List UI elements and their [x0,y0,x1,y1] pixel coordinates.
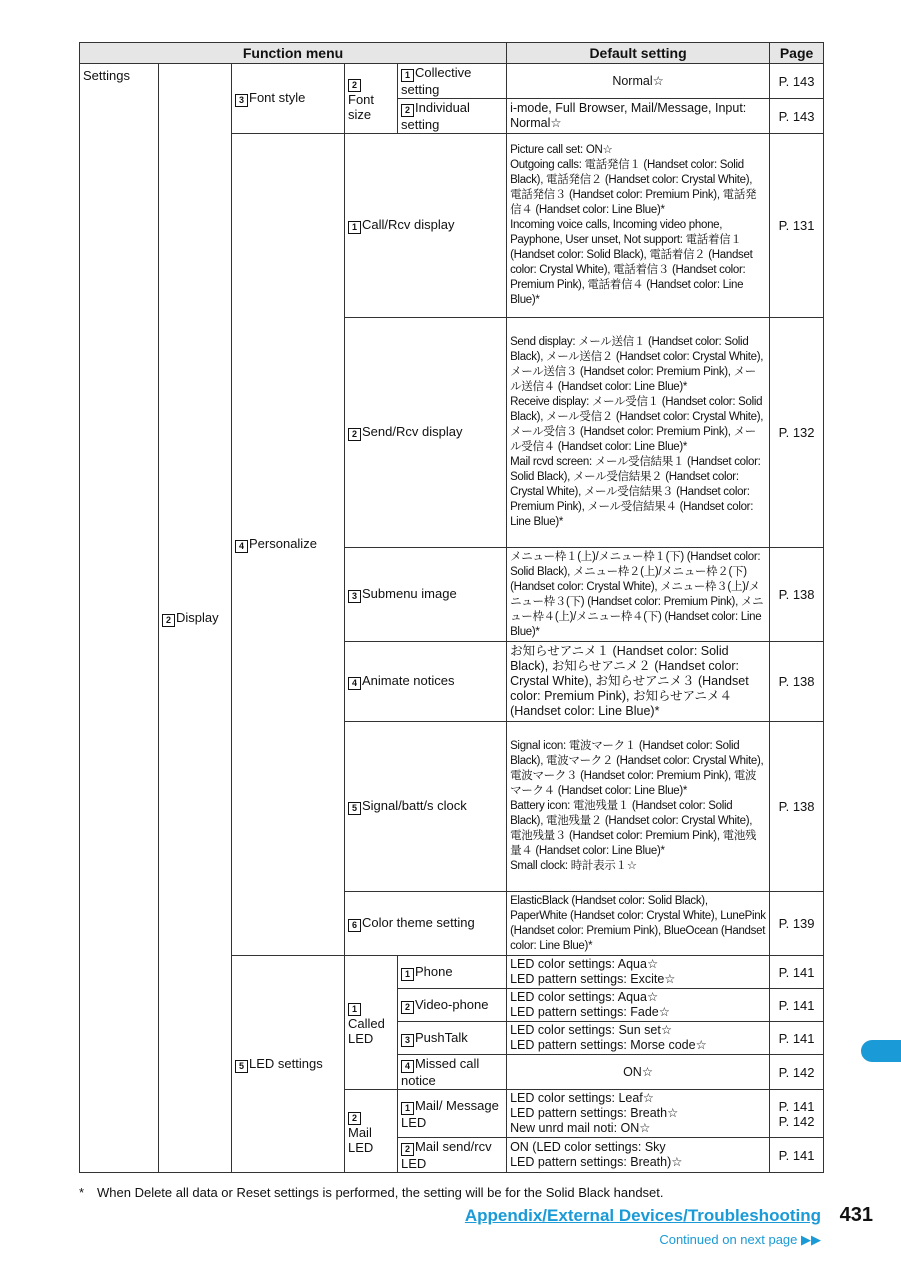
item-label: Phone [415,963,453,979]
level2-label: Display [176,609,219,625]
collective-setting-item [398,64,507,99]
default-cell: ON (LED color settings: Sky LED pattern settings: Breath)☆ [507,1138,770,1173]
page-cell: P. 141 [770,956,824,989]
send-rcv-display-item [345,318,507,548]
signal-batt-clock-item [345,722,507,892]
continued-next-page[interactable]: Continued on next page ▶▶ [659,1232,821,1247]
key-icon: 2 [401,104,414,117]
individual-setting-item [398,99,507,134]
footnote-mark: * [79,1185,85,1200]
item-label: PushTalk [415,1029,468,1045]
mail-led-label: Mail LED [348,1124,374,1155]
key-icon: 2 [348,428,361,441]
key-icon: 5 [348,802,361,815]
animate-notices-item [345,642,507,722]
page-cell: P. 138 [770,722,824,892]
submenu-image-item [345,548,507,642]
called-led-item [345,956,398,1090]
default-cell: お知らせアニメ１ (Handset color: Solid Black), お知らせアニメ２ (Handset color: Crystal White), お知らせアニメ３ (Handset color: Premium Pink), お知らせアニメ４ (Handset color: Line Blue)* [507,642,770,722]
page-cell: P. 139 [770,892,824,956]
led-settings-label: LED settings [249,1055,323,1071]
default-cell: ElasticBlack (Handset color: Solid Black), PaperWhite (Handset color: Crystal White), LunePink (Handset color: Premium Pink), BlueOcean (Handset color: Line Blue)* [507,892,770,956]
key-icon: 1 [348,221,361,234]
default-cell: LED color settings: Aqua☆ LED pattern settings: Fade☆ [507,989,770,1022]
default-cell: メニュー枠１(上)/メニュー枠１(下) (Handset color: Solid Black), メニュー枠２(上)/メニュー枠２(下) (Handset color: Crystal White), メニュー枠３(上)/メニュー枠３(下) (Handset color: Premium Pink), メニュー枠４(上)/メニュー枠４(下) (Handset color: Line Blue)* [507,548,770,642]
header-page: Page [770,43,824,64]
page-cell: P. 142 [770,1055,824,1090]
page-cell: P. 141 [770,989,824,1022]
mail-send-rcv-led-item [398,1138,507,1173]
default-cell: Normal☆ [507,64,770,99]
key-icon: 5 [235,1060,248,1073]
key-icon: 3 [235,94,248,107]
level2-display [159,64,232,1173]
default-cell: LED color settings: Sun set☆ LED pattern settings: Morse code☆ [507,1022,770,1055]
header-function-menu: Function menu [80,43,507,64]
mail-led-item [345,1090,398,1173]
page-cell: P. 138 [770,642,824,722]
called-led-label: Called LED [348,1016,385,1046]
key-icon: 1 [348,1003,361,1016]
page-cell: P. 132 [770,318,824,548]
key-icon: 2 [162,614,175,627]
key-icon: 3 [348,590,361,603]
item-label: Call/Rcv display [362,217,455,232]
color-theme-setting-item [345,892,507,956]
key-icon: 4 [348,677,361,690]
key-icon: 1 [401,968,414,981]
font-style-label: Font style [249,90,306,105]
page-cell: P. 141 [770,1138,824,1173]
footnote-text: When Delete all data or Reset settings is performed, the setting will be for the Solid Black handset. [97,1185,664,1200]
table-header-row [80,43,824,64]
font-size-label: Font size [348,92,375,122]
personalize-label: Personalize [249,536,317,551]
page-cell: P. 138 [770,548,824,642]
section-title-link[interactable]: Appendix/External Devices/Troubleshooting [464,1206,821,1225]
page-cell: P. 143 [770,64,824,99]
item-label: Collective setting [401,65,472,97]
video-phone-item [398,989,507,1022]
section-side-tab [861,1040,901,1062]
item-label: Individual setting [401,100,470,132]
settings-table [79,42,824,1173]
missed-call-notice-item [398,1055,507,1090]
level1-settings: Settings [80,64,159,1173]
key-icon: 2 [401,1001,414,1014]
item-label: Submenu image [362,586,457,601]
item-label: Color theme setting [362,915,475,930]
key-icon: 2 [348,79,361,92]
default-cell: Signal icon: 電波マーク１ (Handset color: Solid Black), 電波マーク２ (Handset color: Crystal White), 電波マーク３ (Handset color: Premium Pink), 電波マーク４ (Handset color: Line Blue)* Battery icon: 電池残量１ (Handset color: Solid Black), 電池残量２ (Handset color: Crystal White), 電池残量３ (Handset color: Premium Pink), 電池残量４ (Handset color: Line Blue)* Small clock: 時計表示１☆ [507,722,770,892]
mail-message-led-item [398,1090,507,1138]
key-icon: 3 [401,1034,414,1047]
default-cell: Send display: メール送信１ (Handset color: Solid Black), メール送信２ (Handset color: Crystal White), メール送信３ (Handset color: Premium Pink), メール送信４ (Handset color: Line Blue)* Receive display: メール受信１ (Handset color: Solid Black), メール受信２ (Handset color: Crystal White), メール受信３ (Handset color: Premium Pink), メール受信４ (Handset color: Line Blue)* Mail rcvd screen: メール受信結果１ (Handset color: Solid Black), メール受信結果２ (Handset color: Crystal White), メール受信結果３ (Handset color: Premium Pink), メール受信結果４ (Handset color: Line Blue)* [507,318,770,548]
key-icon: 4 [401,1060,414,1073]
key-icon: 2 [401,1143,414,1156]
item-label: Mail/ Message LED [401,1097,499,1130]
default-cell: Picture call set: ON☆ Outgoing calls: 電話発信１ (Handset color: Solid Black), 電話発信２ (Handset color: Crystal White), 電話発信３ (Handset color: Premium Pink), 電話発信４ (Handset color: Line Blue)* Incoming voice calls, Incoming video phone, Payphone, User unset, Not support: 電話着信１ (Handset color: Solid Black), 電話着信２ (Handset color: Crystal White), 電話着信３ (Handset color: Premium Pink), 電話着信４ (Handset color: Line Blue)* [507,134,770,318]
page-cell: P. 141 P. 142 [770,1090,824,1138]
table-row [80,64,824,99]
page-cell: P. 143 [770,99,824,134]
footnote [79,1185,664,1200]
header-default-setting: Default setting [507,43,770,64]
key-icon: 1 [401,69,414,82]
phone-item [398,956,507,989]
personalize-item [232,134,345,956]
default-cell: LED color settings: Leaf☆ LED pattern settings: Breath☆ New unrd mail noti: ON☆ [507,1090,770,1138]
key-icon: 2 [348,1112,361,1125]
item-label: Signal/batt/s clock [362,798,467,813]
led-settings-item [232,956,345,1173]
item-label: Video-phone [415,996,489,1012]
page-number: 431 [839,1204,873,1226]
item-label: Send/Rcv display [362,424,463,439]
pushtalk-item [398,1022,507,1055]
key-icon: 4 [235,540,248,553]
item-label: Animate notices [362,673,455,688]
key-icon: 1 [401,1102,414,1115]
page-cell: P. 131 [770,134,824,318]
default-cell: i-mode, Full Browser, Mail/Message, Input: Normal☆ [507,99,770,134]
item-label: Mail send/rcv LED [401,1139,492,1171]
call-rcv-display-item [345,134,507,318]
font-style-item [232,64,345,134]
item-label: Missed call notice [401,1056,480,1088]
key-icon: 6 [348,919,361,932]
default-cell: LED color settings: Aqua☆ LED pattern settings: Excite☆ [507,956,770,989]
font-size-item [345,64,398,134]
page-cell: P. 141 [770,1022,824,1055]
default-cell: ON☆ [507,1055,770,1090]
